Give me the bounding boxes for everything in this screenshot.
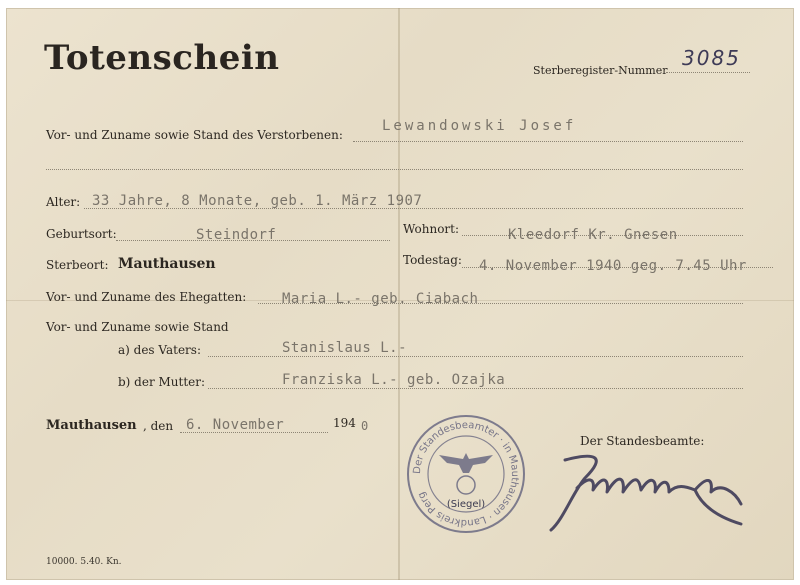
parents-label: Vor- und Zuname sowie Stand: [46, 320, 229, 334]
residence-label: Wohnort:: [403, 222, 460, 236]
issue-place: Mauthausen: [46, 418, 137, 433]
birthplace-value: Steindorf: [196, 227, 277, 243]
name-value: Lewandowski Josef: [382, 118, 577, 134]
register-dotted-line: [666, 71, 750, 73]
age-value: 33 Jahre, 8 Monate, geb. 1. März 1907: [92, 193, 423, 209]
spouse-value: Maria L.- geb. Ciabach: [282, 291, 479, 307]
name-label: Vor- und Zuname sowie Stand des Verstorbenen:: [46, 128, 343, 142]
father-value: Stanislaus L.-: [282, 340, 408, 356]
father-label: a) des Vaters:: [118, 343, 201, 357]
issue-year-suffix: 0: [361, 419, 369, 433]
stamp-ring-text: Der Standesbeamter · in Mauthausen · Landkreis Perg: [411, 419, 521, 529]
stamp-center-text: (Siegel): [446, 499, 486, 510]
official-label: Der Standesbeamte:: [580, 434, 705, 448]
deathplace-value: Mauthausen: [118, 256, 216, 272]
deathdate-label: Todestag:: [403, 253, 462, 267]
issue-year-prefix: 194: [333, 416, 356, 430]
spouse-label: Vor- und Zuname des Ehegatten:: [46, 290, 247, 304]
mother-value: Franziska L.- geb. Ozajka: [282, 372, 506, 388]
official-seal-stamp: [405, 413, 527, 535]
eagle-emblem-icon: [439, 453, 493, 494]
document-title: Totenschein: [44, 38, 280, 78]
age-label: Alter:: [46, 195, 81, 209]
issue-den: , den: [143, 419, 174, 433]
mother-label: b) der Mutter:: [118, 375, 206, 389]
issue-date: 6. November: [186, 417, 285, 433]
residence-value: Kleedorf Kr. Gnesen: [508, 227, 678, 243]
deathplace-label: Sterbeort:: [46, 258, 109, 272]
print-code: 10000. 5.40. Kn.: [46, 557, 122, 567]
deathdate-value: 4. November 1940 geg. 7.45 Uhr: [479, 258, 747, 274]
register-label: Sterberegister-Nummer: [533, 64, 668, 77]
name-dotted-line: [353, 140, 743, 142]
register-number: 3085: [682, 46, 741, 70]
birthplace-label: Geburtsort:: [46, 227, 117, 241]
name-dotted-line-2: [46, 168, 743, 170]
handwritten-signature: [545, 448, 755, 538]
